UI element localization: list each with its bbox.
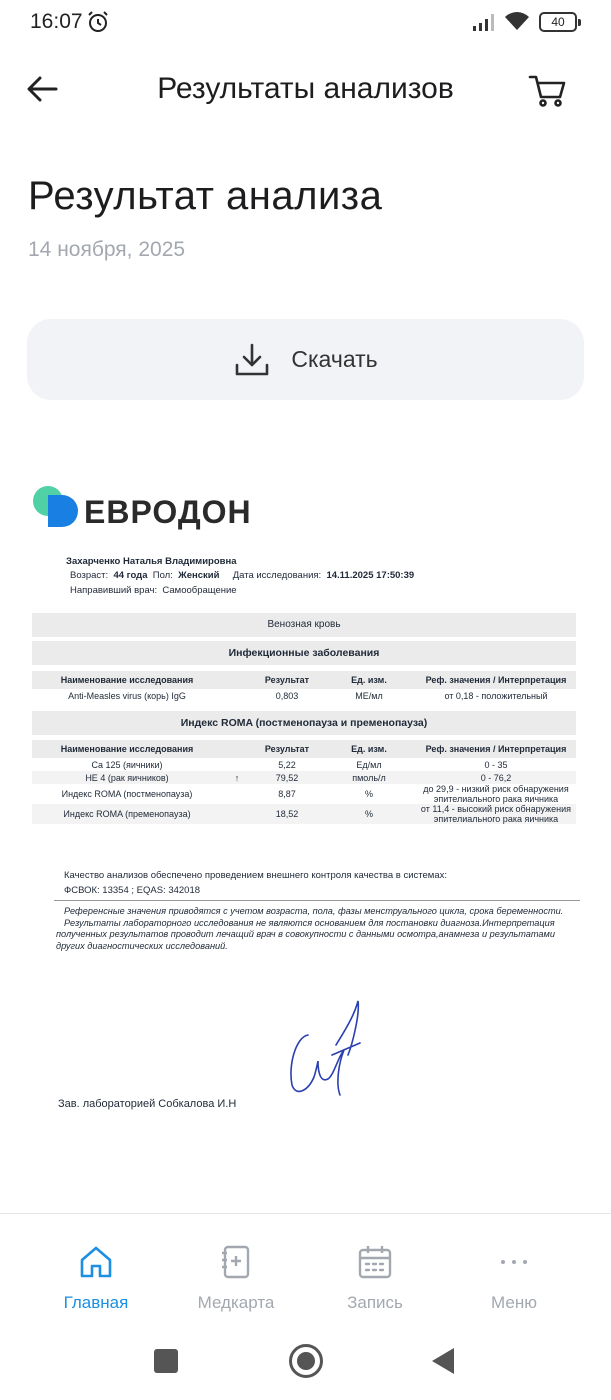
wifi-icon: [503, 10, 531, 32]
nav-label: Запись: [347, 1293, 403, 1312]
section-title-infectious: Инфекционные заболевания: [32, 641, 576, 665]
note-diagnosis: Результаты лабораторного исследования не являются основанием для постановки диагноза.Интерпретация полученных результатов проводит лечащий врач в совокупности с данными осмотра,анамнеза и результатами других диагностических исследований.: [56, 917, 555, 951]
referral-info: [70, 585, 237, 596]
col-flag: [222, 671, 252, 689]
nav-label: Медкарта: [197, 1293, 275, 1312]
back-arrow-icon[interactable]: [24, 70, 62, 108]
nav-label: Меню: [491, 1293, 537, 1312]
disclaimer-notes: [56, 906, 576, 952]
col-ref: Реф. значения / Интерпретация: [416, 740, 576, 758]
cell-ref: до 29,9 - низкий риск обнаружения эпителиального рака яичника: [423, 784, 569, 804]
col-ref: Реф. значения / Интерпретация: [416, 671, 576, 689]
referral-label: Направивший врач:: [70, 585, 158, 596]
cell-ref: от 0,18 - положительный: [444, 690, 548, 701]
lab-head-signature-line: Зав. лабораторией Собкалова И.Н: [58, 1098, 237, 1110]
cell-unit: %: [364, 789, 373, 799]
col-flag: [222, 740, 252, 758]
quality-control-note: [64, 868, 447, 898]
col-result: Результат: [252, 671, 322, 689]
lab-name: ЕВРОДОН: [84, 494, 252, 530]
col-unit: Ед. изм.: [322, 740, 416, 758]
home-icon: [78, 1244, 114, 1280]
age-value: 44 года: [113, 570, 148, 581]
table-row: [32, 689, 576, 702]
page-title: Результат анализа: [28, 174, 383, 218]
alarm-icon: [86, 10, 110, 34]
medcard-icon: [218, 1244, 254, 1280]
sex-label: Пол:: [152, 570, 173, 581]
cell-ref: 0 - 76,2: [416, 771, 576, 784]
cell-result: 18,52: [252, 804, 322, 824]
sample-type: Венозная кровь: [32, 613, 576, 637]
home-button-icon[interactable]: [289, 1344, 323, 1378]
cell-result: 0,803: [275, 690, 299, 701]
download-button[interactable]: [27, 319, 584, 400]
app-title: Результаты анализов: [157, 72, 454, 105]
patient-info: [70, 570, 414, 581]
infectious-results-table: [32, 671, 576, 702]
quality-line-2: ФСВОК: 13354 ; EQAS: 342018: [64, 885, 201, 896]
cell-result: 5,22: [278, 759, 296, 770]
cell-result: 79,52: [252, 771, 322, 784]
section-title-roma: Индекс ROMA (постменопауза и пременопауза): [32, 711, 576, 735]
age-label: Возраст:: [70, 570, 109, 581]
study-date-label: Дата исследования:: [232, 570, 322, 581]
cell-flag: [222, 784, 252, 804]
cell-name: Ca 125 (яичники): [91, 759, 163, 770]
cell-unit: %: [322, 804, 416, 824]
nav-item-home[interactable]: [36, 1214, 156, 1321]
cell-name: Индекс ROMA (постменопауза): [61, 789, 193, 799]
cell-unit: пмоль/л: [322, 771, 416, 784]
divider: [54, 900, 580, 901]
lab-result-document[interactable]: [0, 470, 611, 1150]
nav-item-appointment[interactable]: [315, 1214, 435, 1321]
cell-ref: от 11,4 - высокий риск обнаружения эпителиального рака яичника: [416, 804, 576, 824]
roma-results-table: [32, 740, 576, 824]
cell-name: HE 4 (рак яичников): [32, 771, 222, 784]
status-time: 16:07: [30, 10, 83, 33]
battery-indicator: [539, 12, 577, 32]
cell-name: Anti-Measles virus (корь) IgG: [68, 690, 186, 701]
system-navigation-bar: [0, 1320, 611, 1400]
result-date: 14 ноября, 2025: [28, 238, 186, 261]
note-reference-values: Референсные значения приводятся с учетом возраста, пола, фазы менструального цикла, срока беременности.: [64, 906, 564, 916]
cart-icon[interactable]: [528, 69, 568, 109]
sex-value: Женский: [178, 570, 220, 581]
referral-value: Самообращение: [162, 585, 237, 596]
table-row: [32, 804, 576, 824]
col-name: Наименование исследования: [32, 671, 222, 689]
table-row: [32, 784, 576, 804]
cellular-signal-icon: [472, 12, 498, 32]
back-triangle-icon[interactable]: [432, 1348, 454, 1374]
cell-unit: МЕ/мл: [355, 690, 383, 701]
calendar-icon: [357, 1244, 393, 1280]
col-unit: Ед. изм.: [322, 671, 416, 689]
study-date-value: 14.11.2025 17:50:39: [326, 570, 415, 581]
download-label: Скачать: [291, 346, 378, 372]
table-row: [32, 758, 576, 771]
status-bar: [0, 0, 611, 46]
cell-flag: [222, 758, 252, 771]
cell-flag: ↑: [222, 771, 252, 784]
download-icon: [233, 341, 271, 379]
table-row: [32, 771, 576, 784]
patient-name: Захарченко Наталья Владимировна: [66, 556, 237, 567]
col-name: Наименование исследования: [32, 740, 222, 758]
nav-item-menu[interactable]: [454, 1214, 574, 1321]
more-icon: [496, 1244, 532, 1280]
cell-ref: 0 - 35: [484, 759, 508, 770]
cell-unit: Ед/мл: [356, 759, 382, 770]
nav-item-medcard[interactable]: [176, 1214, 296, 1321]
recent-apps-icon[interactable]: [154, 1349, 178, 1373]
cell-flag: [222, 689, 252, 702]
handwritten-signature: [278, 995, 378, 1105]
quality-line-1: Качество анализов обеспечено проведением внешнего контроля качества в системах:: [64, 870, 448, 881]
col-result: Результат: [252, 740, 322, 758]
cell-name: Индекс ROMA (пременопауза): [32, 804, 222, 824]
cell-flag: [222, 804, 252, 824]
cell-result: 8,87: [278, 789, 296, 799]
bottom-navigation: [0, 1213, 611, 1320]
battery-level: 40: [551, 15, 565, 29]
nav-label: Главная: [63, 1293, 129, 1312]
